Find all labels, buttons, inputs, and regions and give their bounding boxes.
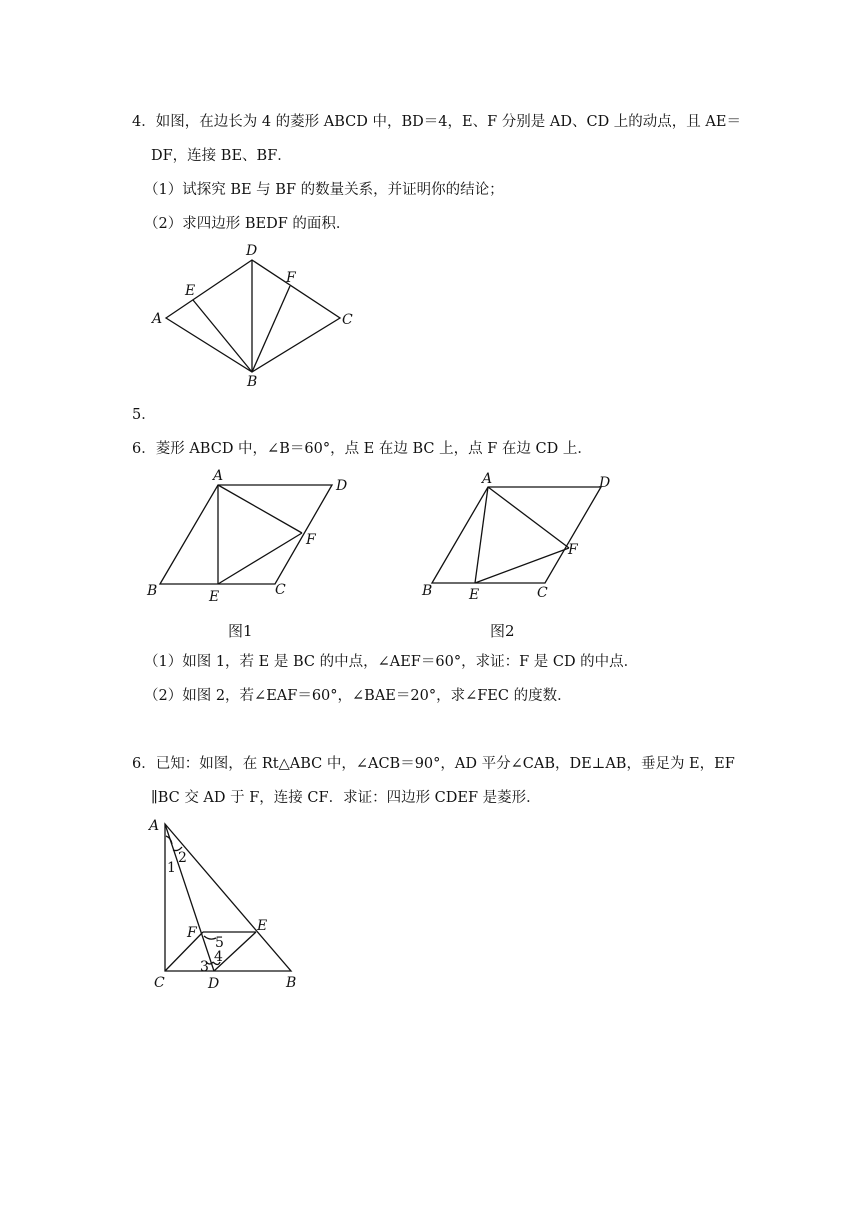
q6a-fig1-label-B: B <box>147 583 158 599</box>
q6a-part1: （1）如图 1，若 E 是 BC 的中点，∠AEF＝60°，求证：F 是 CD 的中点． <box>144 654 639 670</box>
q6a-figure2 <box>415 468 645 608</box>
q6a-fig2-caption: 图2 <box>490 622 515 640</box>
q6a-fig2-label-E: E <box>469 587 480 603</box>
q6a-fig2-label-B: B <box>422 583 433 599</box>
q4-label-E: E <box>185 283 196 299</box>
q4-label-B: B <box>247 374 258 390</box>
q6b-label-C: C <box>154 975 165 991</box>
q4-part1: （1）试探究 BE 与 BF 的数量关系，并证明你的结论； <box>144 182 504 198</box>
q6a-fig2-label-C: C <box>537 585 548 601</box>
q6a-fig1-label-C: C <box>275 582 286 598</box>
q6b-triangle-lines <box>165 824 291 971</box>
q6b-label-F: F <box>187 925 197 941</box>
q6b-triangle-figure <box>140 812 340 997</box>
q6b-angle-4: 4 <box>214 949 223 965</box>
q6a-fig1-label-D: D <box>336 478 348 494</box>
q4-text-line1: 4．如图，在边长为 4 的菱形 ABCD 中，BD＝4，E、F 分别是 AD、CD 上的动点，且 AE＝ <box>132 114 741 130</box>
q6a-figure1 <box>140 465 370 605</box>
q6a-fig2-label-A: A <box>482 471 493 487</box>
q6a-fig2-label-D: D <box>599 475 611 491</box>
q4-label-F: F <box>286 270 296 286</box>
q6b-angle-3: 3 <box>200 959 209 975</box>
q6a-fig2-lines <box>432 487 601 583</box>
q4-label-C: C <box>342 312 353 328</box>
q6a-text-line1: 6．菱形 ABCD 中，∠B＝60°，点 E 在边 BC 上，点 F 在边 CD 上． <box>132 441 592 457</box>
q6b-text-line1: 6．已知：如图，在 Rt△ABC 中，∠ACB＝90°，AD 平分∠CAB，DE⊥AB，垂足为 E，EF <box>132 756 735 772</box>
q6b-label-E: E <box>257 918 268 934</box>
q6b-label-A: A <box>149 818 160 834</box>
q4-rhombus-lines <box>166 260 340 372</box>
q4-rhombus-figure <box>140 240 380 400</box>
q6b-angle-2: 2 <box>178 850 187 866</box>
q6b-angle-1: 1 <box>167 860 176 876</box>
q6b-text-line2: ∥BC 交 AD 于 F，连接 CF．求证：四边形 CDEF 是菱形． <box>151 790 541 806</box>
q6a-fig1-label-F: F <box>306 532 316 548</box>
q6b-angle-5: 5 <box>215 935 224 951</box>
q5-number: 5． <box>132 407 156 423</box>
q6a-fig1-label-E: E <box>209 589 220 605</box>
q6a-part2: （2）如图 2，若∠EAF＝60°，∠BAE＝20°，求∠FEC 的度数． <box>144 688 572 704</box>
q6a-fig1-label-A: A <box>213 468 224 484</box>
q4-text-line2: DF，连接 BE、BF． <box>151 148 292 164</box>
q4-part2: （2）求四边形 BEDF 的面积． <box>144 216 351 232</box>
q6b-label-B: B <box>286 975 297 991</box>
q6a-fig1-caption: 图1 <box>228 622 253 640</box>
q4-label-D: D <box>246 243 258 259</box>
q6b-label-D: D <box>208 976 220 992</box>
q4-label-A: A <box>152 311 163 327</box>
q6a-fig2-label-F: F <box>568 542 578 558</box>
